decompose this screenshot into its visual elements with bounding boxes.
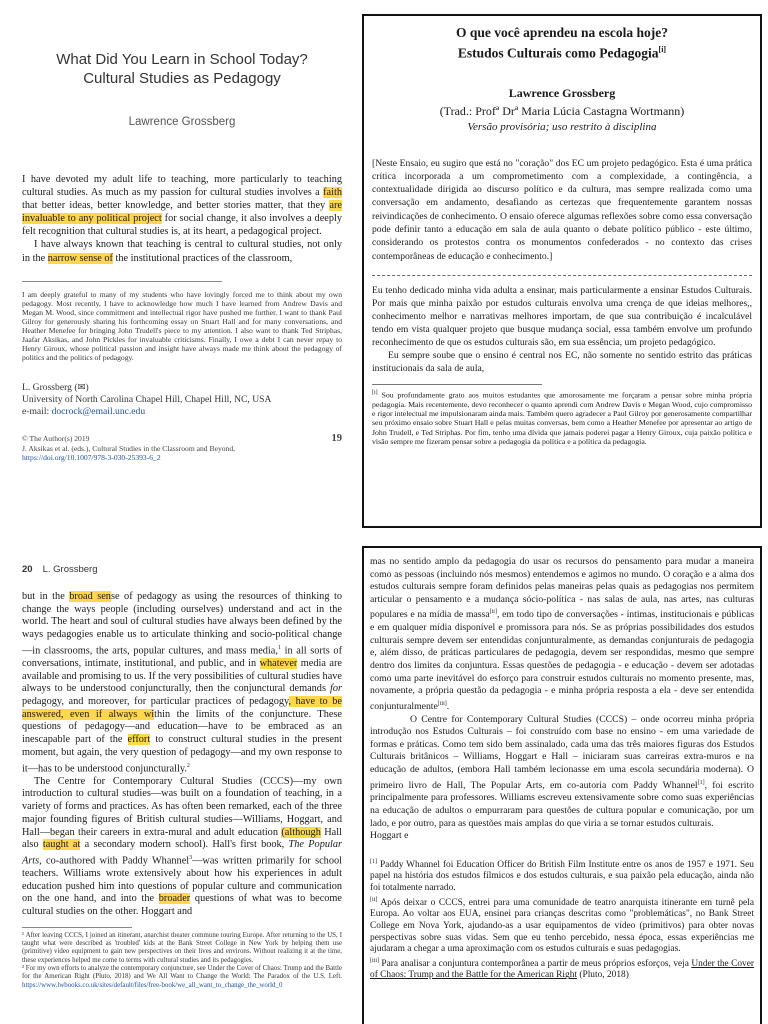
body-text xyxy=(372,284,752,376)
footnote: [i] Sou profundamente grato aos muitos estudantes que amorosamente me forçaram a pensar sobre minha própria pedagogia. Mais recentemente, devo reconhecer o quanto aprendi com Andrew Davis e Megan Wood, cujo compromisso e rigor intelectual me impulsionaram ainda mais. Também quero agradecer a Paul Gilroy por generosamente compartilhar seu próximo ensaio sobre Stuart Hall e pelas muitas conversas, bem como a Heather Menefee por apresentar ao artigo de John Trudell, e Ted Striphas. Por fim, tenho uma dívida que jamais poderei pagar a Henry Giroux, cuja paixão política e visão sempre me fizeram pensar sobre a pedagogia da política e a política da pedagogia. xyxy=(372,389,752,447)
paragraph: I have always known that teaching is central to cultural studies, not only in the narrow sense of the institutional practices of the classroom, xyxy=(22,239,342,264)
footnote: [1] Paddy Whannel foi Education Officer do British Film Institute entre os anos de 1957 e 1971. Seu papel na história dos estudos fílmicos e dos estudos culturais, e sua paixão pela educação, ainda não foi totalmente narrado. xyxy=(370,858,754,894)
page-title: What Did You Learn in School Today? Cultural Studies as Pedagogy xyxy=(56,51,308,87)
highlight: narrow sense of xyxy=(47,252,113,264)
footnote-divider xyxy=(22,927,132,928)
footnote: [ii] Após deixar o CCCS, entrei para uma comunidade de teatro anarquista itinerante em turnê pela Europa. Ao voltar aos EUA, ensinei para crianças descritas como "problemáticas", no Bank Street College em Nova York, ajudando-as a usar equipamentos de vídeo (primitivos) para obter novas perspectivas sobre suas vidas. Sem que eu tenho percebido, nessa época, essas experiências me ajudaram a chegar a uma aproximação com os estudos culturais e suas pedagogias. xyxy=(370,896,754,955)
footnote-divider xyxy=(372,384,542,385)
translation-title: O que você aprendeu na escola hoje? xyxy=(456,25,668,40)
highlight: (although xyxy=(281,826,321,838)
footnote: ² For my own efforts to analyze the contemporary conjuncture, see Under the Cover of Chaos: Trump and the Battle for the American Right (Pluto, 2018) and We All Want to Change the World: The Paradox of the U.S. Left. https://www.lwbooks.co.uk/sites/default/files/free-book/we_all_want_to_change_the_world_0 xyxy=(22,965,342,989)
highlight: faith xyxy=(323,187,342,199)
paragraph: Eu sempre soube que o ensino é central nos EC, não somente no sentido estrito das práticas institucionais da sala de aula, xyxy=(372,350,752,375)
highlight: are invaluable to any political project xyxy=(22,200,342,225)
paragraph: The Centre for Contemporary Cultural Studies (CCCS)—my own introduction to cultural studies—was built on a foundation of teaching, in a variety of forms and practices. As has often been remarked, each of the three major founding figures of British cultural studies—Williams, Hoggart, and Hall—began their careers in extra-mural and adult education (although Hall also taught at a secondary modern school). Hall's first book, The Popular Arts, co-authored with Paddy Whannel$^3$—was written primarily for school teachers. Williams wrote extensively about how his experiences in adult education pushed him into questions of popular culture and communication on the one hand, and into the broader questions of what was to become cultural studies on the other. Hoggart and xyxy=(22,775,343,918)
book-link[interactable]: https://www.lwbooks.co.uk/sites/default/files/free-book/we_all_want_to_change_the_world_0 xyxy=(22,981,283,989)
paragraph: O Centre for Contemporary Cultural Studies (CCCS) – onde ocorreu minha própria introdução nos Estudos Culturais – foi construído com base no ensino - em uma variedade de formas e práticas. Como tem sido bem assinalado, cada uma das três maiores figuras dos Estudos Culturais britânicos – Williams, Hoggart e Hall – iniciaram suas carreiras extra-muros e na educação de adultos, (embora Hall também lecionasse em uma escola secundária moderna). O primeiro livro de Hall, The Popular Arts, em co-autoria com Paddy Whannel[1], foi escrito principalmente para professores. Williams escreveu extensivamente sobre como suas experiências na educação de adultos o empurraram para questões de cultura popular e comunicação, por um lado, e por outro, para as questões mais amplas do que viria a se tornar estudos culturais. xyxy=(370,713,754,829)
copyright-block: © The Author(s) 2019 J. Aksikas et al. (eds.), Cultural Studies in the Classroom and Beyond, https://doi.org/10.1007/978-3-030-25393-6_2 19 xyxy=(22,433,342,462)
paragraph: I have devoted my adult life to teaching, more particularly to teaching cultural studies. As much as my passion for cultural studies involves a faith that better ideas, better knowledge, and better stories matter, that they are invaluable to any political project for social change, it also involves a deeply felt recognition that cultural studies is, at its heart, a pedagogical project. xyxy=(22,174,342,238)
running-head: 20 L. Grossberg xyxy=(22,564,98,575)
translation-page-1 xyxy=(362,14,762,528)
footnote-divider xyxy=(22,281,222,282)
paragraph: but in the broad sense of pedagogy as using the resources of thinking to change the ways people (including ourselves) understand and act in the world. The heart and soul of cultural studies have always been defined by the ways pedagogies enable us to articulate thinking and socio-political change—in classrooms, the arts, popular cultures, and mass media,$^1$ in all sorts of conversations, intimate, institutional, and public, and in whatever media are available and promising to us. If the very possibilities of cultural studies have always to be understood conjuncturally, then the conjunctural demands for pedagogy, and moreover, for particular practices of pedagogy, have to be answered, even if always within the limits of the conjuncture. These questions of pedagogy—and education—have to be embraced as an inescapable part of the effort to construct cultural studies in the present moment, but again, the very question of pedagogy—and my own response to it—has to be understood conjuncturally.$^2$ xyxy=(22,591,342,774)
email-link[interactable]: docrock@email.unc.edu xyxy=(51,406,146,418)
body-text xyxy=(370,556,754,843)
highlight: taught at xyxy=(42,839,81,851)
highlight: broader xyxy=(158,893,191,905)
footnote: [iii] Para analisar a conjuntura contemporânea a partir de meus próprios esforços, veja Under the Cover of Chaos: Trump and the Battle for the American Right (Pluto, 2018) xyxy=(370,957,754,981)
english-page-19 xyxy=(0,0,360,512)
highlight: effort xyxy=(127,734,151,746)
translation-page-2 xyxy=(362,546,762,1024)
author-name: Lawrence Grossberg xyxy=(128,116,236,128)
page-number: 20 xyxy=(22,564,33,575)
provisional-note: Versão provisória; uso restrito à disciplina xyxy=(467,120,657,133)
page-number: 19 xyxy=(331,433,342,445)
translation-subtitle: Estudos Culturais como Pedagogia[i] xyxy=(457,45,667,61)
highlight: , have to be answered, even if always wi xyxy=(22,696,342,720)
highlight: broad sen xyxy=(69,591,111,602)
paragraph-end: Hoggart e xyxy=(370,830,409,842)
abstract: [Neste Ensaio, eu sugiro que está no "coração" dos EC um projeto pedagógico. Esta é uma prática crítica incorporada a um comprometimento com a complexidade, a contingência, a contextualidade dirigida ao discurso político e da cultura, mas sempre realizada como uma conversação em andamento, desafiando as certezas que frequentemente garantem nossas reivindicações de conhecimento. O ensaio oferece algumas reflexões sobre como essa conversação pode definir tanto a educação em sala de aula quanto o debate político público - este último, considerando os protestos contra os monumentos confederados - no contexto das crises contemporâneas de educação e conhecimento.] xyxy=(372,157,752,262)
book-title: Under the Cover of Chaos: Trump and the Battle for the American Right xyxy=(370,958,754,981)
body-text xyxy=(22,591,342,919)
section-divider xyxy=(372,275,752,276)
footnotes xyxy=(370,857,754,982)
footnote-marker: [i] xyxy=(658,45,667,54)
paragraph: Eu tenho dedicado minha vida adulta a ensinar, mais particularmente a ensinar Estudos Culturais. Por mais que minha paixão por estudos culturais envolva uma crença de que ideias melhores,, conhecimento melhor e narrativas melhores importam, de que sua contribuição é incalculável tendo em vista qualquer projeto que busque mudança social, essa também envolve um profundo reconhecimento de que os estudos culturais são, em sua essência, um projeto pedagógico. xyxy=(372,284,752,349)
body-text xyxy=(22,173,342,265)
english-page-20 xyxy=(0,556,360,1024)
footnote: ¹ After leaving CCCS, I joined an itinerant, anarchist theater commune touring Europe. After returning to the US, I taught what were described as 'troubled' kids at the Bank Street College in New York by helping them use (primitive) video equipment to gain new perspectives on their lives and environs. Without realizing it at the time, these experiences helped me come to terms with cultural studies and its pedagogies. xyxy=(22,931,342,964)
doi-link[interactable]: https://doi.org/10.1007/978-3-030-25393-6_2 xyxy=(22,452,161,462)
highlight: whatever xyxy=(259,657,298,669)
paragraph: mas no sentido amplo da pedagogia do usar os recursos do pensamento para mudar a maneira como as pessoas (incluindo nós mesmos) entendemos e agimos no mundo. O coração e a alma dos estudos culturais sempre foram definidos pelas maneiras pelas quais as pedagogias nos permitem articular o pensamento e a mudança sócio-política - nas salas de aula, nas artes, nas culturas populares e na mídia de massa[ii], em todo tipo de conversações - íntimas, institucionais e públicas e em qualquer mídia disponível e promissora para nós. Se as próprias possibilidades dos estudos culturais sempre devem ser entendidas conjunturalmente, as demandas conjunturais de pedagogia e, além disso, de práticas particulares de pedagogia, devem ser respondidas, mesmo que sempre dentro dos limites da conjuntura. Essas questões de pedagogia - e educação - devem ser adotadas como uma parte inevitável do esforço para construir estudos culturais no momento presente, mas, novamente, a própria questão da pedagogia - e minha própria resposta a ela - deve ser entendida conjunturalmente[iii]. xyxy=(370,556,754,712)
footnote: I am deeply grateful to many of my students who have lovingly forced me to think about my own pedagogy. Most recently, I have to acknowledge how much I have learned from Andrew Davis and Megan M. Wood, since commitment and intellectual rigor have pushed me further. I want to thank Paul Gilroy for generously sharing his forthcoming essay on Stuart Hall and for many conversations, and Heather Menefee for bringing John Trudell's piece to my attention. I also want to thank Ted Striphas, Jaafar Aksikas, and John Pickles for invaluable criticisms. Finally, I owe a debt I can never repay to Henry Giroux, whose political passion and insight have always made me think about the pedagogy of politics and the politics of pedagogy. xyxy=(22,289,342,363)
affiliation: L. Grossberg (✉) University of North Carolina Chapel Hill, Chapel Hill, NC, USA e-mail: docrock@email.unc.edu xyxy=(22,382,272,418)
author-name: Lawrence Grossberg xyxy=(508,85,616,100)
translator-credit: (Trad.: Profª Drª Maria Lúcia Castagna Wortmann) xyxy=(439,103,685,118)
